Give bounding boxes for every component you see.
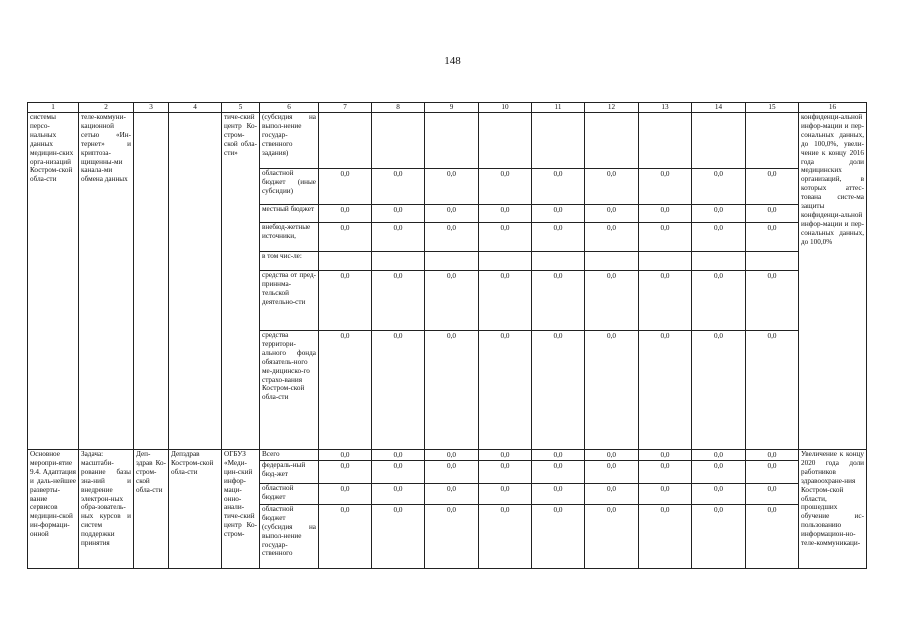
column-header: 4 [169, 103, 222, 113]
cell-col5: тиче-ский центр Ко-стром-ской обла-сти» [222, 113, 260, 450]
value-cell: 0,0 [692, 205, 746, 223]
value-cell: 0,0 [319, 169, 372, 205]
empty-value-cell [532, 113, 585, 169]
empty-value-cell [425, 113, 479, 169]
value-cell: 0,0 [639, 271, 692, 331]
empty-value-cell [639, 113, 692, 169]
indicator-text: конфиденци-альной инфор-мации и пер-сональных данных, до 100,0%, увели-чение к концу 2016 года доли медицинских организаций, в которых аттес-тована систе-ма защиты конфиденци-альной инфор-мации и пер-сональных данных, до 100,0% [799, 113, 867, 450]
empty-value-cell [372, 252, 425, 271]
value-cell: 0,0 [372, 504, 425, 568]
value-cell: 0,0 [692, 504, 746, 568]
empty-value-cell [319, 113, 372, 169]
funding-source: средства от пред-приннма-тельской деятельно-сти [260, 271, 319, 331]
header-row [28, 103, 867, 113]
value-cell: 0,0 [319, 450, 372, 461]
value-cell: 0,0 [639, 169, 692, 205]
column-header: 9 [425, 103, 479, 113]
value-cell: 0,0 [585, 271, 639, 331]
funding-source: областной бюджет [260, 483, 319, 504]
value-cell: 0,0 [532, 504, 585, 568]
empty-value-cell [319, 252, 372, 271]
value-cell: 0,0 [639, 483, 692, 504]
cell-col1: Основное меропри-ятие 9.4. Адаптация и даль-нейшее разверты-вание сервисов медицин-ской ин-формаци-онной [28, 450, 79, 569]
value-cell: 0,0 [372, 483, 425, 504]
column-header: 12 [585, 103, 639, 113]
empty-value-cell [746, 113, 799, 169]
value-cell: 0,0 [319, 460, 372, 483]
value-cell: 0,0 [372, 205, 425, 223]
value-cell: 0,0 [372, 450, 425, 461]
value-cell: 0,0 [585, 331, 639, 450]
table-row [28, 113, 867, 169]
column-header: 1 [28, 103, 79, 113]
column-header: 6 [260, 103, 319, 113]
value-cell: 0,0 [639, 205, 692, 223]
empty-value-cell [372, 113, 425, 169]
program-table [27, 102, 867, 569]
value-cell: 0,0 [319, 331, 372, 450]
value-cell: 0,0 [479, 450, 532, 461]
funding-source: местный бюджет [260, 205, 319, 223]
value-cell: 0,0 [639, 460, 692, 483]
cell-col5: ОГБУЗ «Меди-цин-ский инфор-маци-онно-анали-тиче-ский центр Ко-стром- [222, 450, 260, 569]
value-cell: 0,0 [692, 460, 746, 483]
table-row [28, 450, 867, 461]
column-header: 15 [746, 103, 799, 113]
funding-source: средства территори-ального фонда обязатель-ного ме-дицинско-го страхо-вания Костром-ской обла-сти [260, 331, 319, 450]
funding-source: Всего [260, 450, 319, 461]
column-header: 2 [79, 103, 134, 113]
value-cell: 0,0 [479, 331, 532, 450]
value-cell: 0,0 [479, 169, 532, 205]
value-cell: 0,0 [746, 450, 799, 461]
value-cell: 0,0 [746, 483, 799, 504]
column-header: 14 [692, 103, 746, 113]
funding-source: (субсидия на выпол-нение государ-ственного задания) [260, 113, 319, 169]
value-cell: 0,0 [532, 331, 585, 450]
value-cell: 0,0 [372, 460, 425, 483]
value-cell: 0,0 [425, 460, 479, 483]
value-cell: 0,0 [319, 483, 372, 504]
value-cell: 0,0 [479, 223, 532, 252]
empty-value-cell [746, 252, 799, 271]
cell-col2: Задача: масштаби-рование базы зна-ний и внедрение электрон-ных обра-зователь-ных курсов и систем поддержки принятия [79, 450, 134, 569]
indicator-text: Увеличение к концу 2020 года доли работников здравоохране-ния Костром-ской области, прошедших обучение ис-пользованию информацион-но-теле-коммуникаци- [799, 450, 867, 569]
value-cell: 0,0 [425, 331, 479, 450]
value-cell: 0,0 [479, 271, 532, 331]
value-cell: 0,0 [692, 450, 746, 461]
value-cell: 0,0 [746, 460, 799, 483]
value-cell: 0,0 [639, 450, 692, 461]
value-cell: 0,0 [425, 205, 479, 223]
empty-cell-col4 [169, 113, 222, 450]
empty-value-cell [692, 252, 746, 271]
empty-value-cell [585, 113, 639, 169]
funding-source: внебюд-жетные источники, [260, 223, 319, 252]
value-cell: 0,0 [746, 331, 799, 450]
empty-value-cell [639, 252, 692, 271]
value-cell: 0,0 [479, 460, 532, 483]
value-cell: 0,0 [319, 223, 372, 252]
value-cell: 0,0 [746, 169, 799, 205]
value-cell: 0,0 [585, 205, 639, 223]
value-cell: 0,0 [585, 483, 639, 504]
value-cell: 0,0 [585, 504, 639, 568]
empty-value-cell [479, 113, 532, 169]
value-cell: 0,0 [692, 271, 746, 331]
column-header: 5 [222, 103, 260, 113]
value-cell: 0,0 [746, 223, 799, 252]
cell-col2: теле-коммуни-кационной сетью «Ин-тернет» и криптоза-щищенны-ми канала-ми обмена данных [79, 113, 134, 450]
value-cell: 0,0 [372, 169, 425, 205]
value-cell: 0,0 [585, 169, 639, 205]
value-cell: 0,0 [746, 271, 799, 331]
empty-value-cell [532, 252, 585, 271]
cell-col4: Депздрав Костром-ской обла-сти [169, 450, 222, 569]
value-cell: 0,0 [532, 223, 585, 252]
column-header: 7 [319, 103, 372, 113]
value-cell: 0,0 [372, 331, 425, 450]
column-header: 10 [479, 103, 532, 113]
column-header: 16 [799, 103, 867, 113]
value-cell: 0,0 [692, 223, 746, 252]
column-header: 11 [532, 103, 585, 113]
value-cell: 0,0 [692, 483, 746, 504]
value-cell: 0,0 [479, 483, 532, 504]
value-cell: 0,0 [319, 205, 372, 223]
value-cell: 0,0 [639, 504, 692, 568]
value-cell: 0,0 [532, 169, 585, 205]
value-cell: 0,0 [746, 504, 799, 568]
value-cell: 0,0 [639, 331, 692, 450]
column-header: 13 [639, 103, 692, 113]
empty-value-cell [585, 252, 639, 271]
value-cell: 0,0 [532, 205, 585, 223]
value-cell: 0,0 [585, 460, 639, 483]
value-cell: 0,0 [479, 205, 532, 223]
empty-value-cell [479, 252, 532, 271]
value-cell: 0,0 [319, 504, 372, 568]
value-cell: 0,0 [746, 205, 799, 223]
page-number: 148 [444, 55, 461, 67]
value-cell: 0,0 [319, 271, 372, 331]
value-cell: 0,0 [425, 483, 479, 504]
cell-col1: системы персо-нальных данных медицин-ских орга-низаций Костром-ской обла-сти [28, 113, 79, 450]
value-cell: 0,0 [532, 483, 585, 504]
value-cell: 0,0 [532, 271, 585, 331]
empty-cell-col3 [134, 113, 169, 450]
funding-source: федераль-ный бюд-жет [260, 460, 319, 483]
value-cell: 0,0 [585, 450, 639, 461]
column-header: 3 [134, 103, 169, 113]
funding-source: областной бюджет (субсидия на выпол-нение государ-ственного [260, 504, 319, 568]
column-header: 8 [372, 103, 425, 113]
value-cell: 0,0 [425, 271, 479, 331]
value-cell: 0,0 [425, 169, 479, 205]
value-cell: 0,0 [479, 504, 532, 568]
value-cell: 0,0 [532, 460, 585, 483]
funding-source: областной бюджет (иные субсидии) [260, 169, 319, 205]
cell-col3: Деп-здрав Ко-стром-ской обла-сти [134, 450, 169, 569]
funding-source: в том чис-ле: [260, 252, 319, 271]
value-cell: 0,0 [425, 223, 479, 252]
value-cell: 0,0 [692, 331, 746, 450]
value-cell: 0,0 [425, 504, 479, 568]
value-cell: 0,0 [639, 223, 692, 252]
empty-value-cell [692, 113, 746, 169]
value-cell: 0,0 [532, 450, 585, 461]
value-cell: 0,0 [585, 223, 639, 252]
empty-value-cell [425, 252, 479, 271]
value-cell: 0,0 [372, 223, 425, 252]
value-cell: 0,0 [692, 169, 746, 205]
value-cell: 0,0 [372, 271, 425, 331]
value-cell: 0,0 [425, 450, 479, 461]
